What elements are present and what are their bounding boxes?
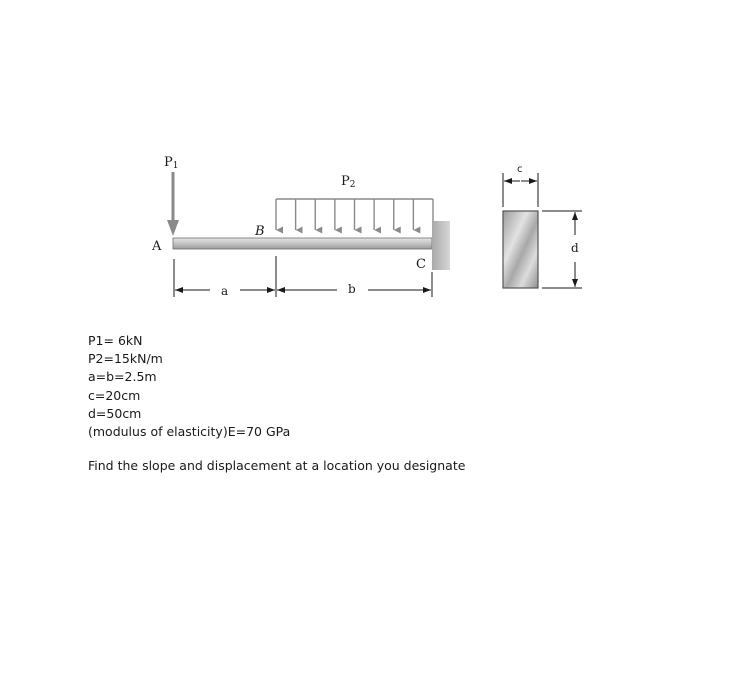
- p1-label: P1: [164, 155, 179, 171]
- point-a-label: A: [152, 239, 162, 254]
- p1-arrowhead-icon: [167, 220, 179, 236]
- given-d: d=50cm: [88, 405, 142, 421]
- point-b-label: B: [255, 224, 265, 239]
- p2-label: P2: [341, 174, 356, 190]
- dimension-d-label: d: [571, 241, 579, 255]
- given-c: c=20cm: [88, 387, 141, 403]
- distributed-load-p2: [276, 199, 433, 230]
- question-text: Find the slope and displacement at a location you designate: [88, 458, 466, 473]
- cross-section: [503, 211, 538, 288]
- load-arrows: [276, 199, 433, 230]
- given-p1: P1= 6kN: [88, 333, 143, 348]
- p1-point-load: [167, 172, 179, 236]
- given-values-list: [88, 332, 290, 441]
- given-a-b: a=b=2.5m: [88, 369, 157, 385]
- dimension-a-label: a: [221, 284, 229, 298]
- beam: [173, 238, 432, 249]
- dimension-lines-ab: [174, 256, 432, 297]
- dimension-c-label: c: [517, 164, 523, 175]
- given-p2: P2=15kN/m: [88, 351, 163, 367]
- given-modulus: (modulus of elasticity)E=70 GPa: [88, 424, 291, 440]
- fixed-support-wall: [432, 221, 450, 270]
- dimension-b-label: b: [348, 282, 356, 296]
- point-c-label: C: [416, 257, 426, 272]
